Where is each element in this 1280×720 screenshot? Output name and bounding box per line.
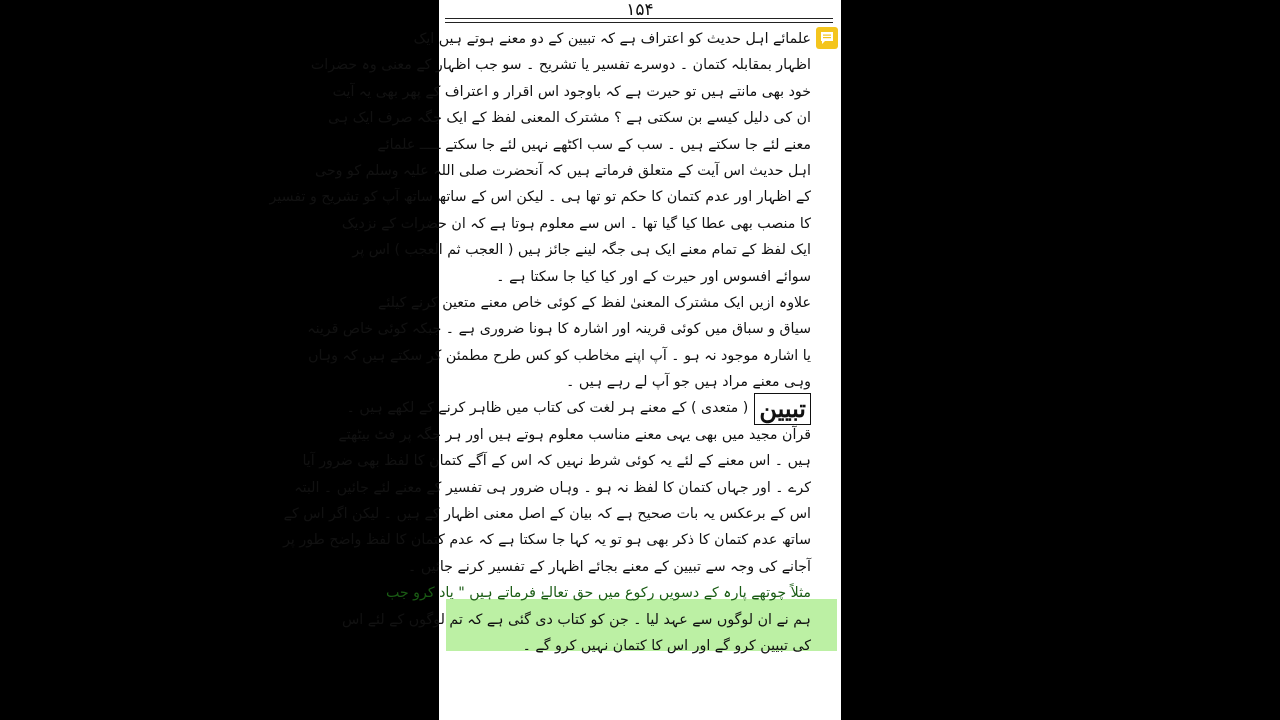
text-line: کی تبیین کرو گے اور اس کا کتمان نہیں کرو گے ۔ <box>522 637 811 654</box>
page-number: ۱۵۴ <box>626 0 654 20</box>
text-line: خود بھی مانتے ہیں تو حیرت ہے کہ باوجود اس اقرار و اعتراف کے پھر بھی یہ آیت <box>332 83 811 100</box>
comment-icon[interactable] <box>816 27 838 49</box>
tabyeen-heading: تبیین <box>754 393 811 425</box>
document-page <box>269 0 841 720</box>
text-line: سوائے افسوس اور حیرت کے اور کیا کیا جا سکتا ہے ۔ <box>496 268 811 285</box>
text-line: قرآن مجید میں بھی یہی معنے مناسب معلوم ہوتے ہیں اور ہر جگہ پر فٹ بیٹھتے <box>338 426 811 443</box>
highlighted-text-line: مثلاً چوتھے پارہ کے دسویں رکوع میں حق تعالےٰ فرماتے ہیں " یاد کرو جب <box>385 585 811 602</box>
text-line: ( متعدی ) کے معنے ہر لغت کی کتاب میں ظاہر کرنے کے لکھے ہیں ۔ <box>346 400 749 417</box>
text-line: کا منصب بھی عطا کیا گیا تھا ۔ اس سے معلوم ہوتا ہے کہ ان حضرات کے نزدیک <box>341 215 811 232</box>
text-line: اظہار بمقابلہ کتمان ۔ دوسرے تفسیر یا تشریح ۔ سو جب اظہار کے معنی وہ حضرات <box>310 57 811 74</box>
text-line: علمائے اہل حدیث کو اعتراف ہے کہ تبیین کے دو معنے ہوتے ہیں ایک <box>413 31 811 47</box>
text-line: یا اشارہ موجود نہ ہو ۔ آپ اپنے مخاطب کو کس طرح مطمئن کر سکتے ہیں کہ وہاں <box>308 347 811 364</box>
text-line: سیاق و سباق میں کوئی قرینہ اور اشارہ کا ہونا ضروری ہے ۔ جبکہ کوئی خاص قرینہ <box>307 321 811 338</box>
text-line: ہم نے ان لوگوں سے عہد لیا ۔ جن کو کتاب دی گئی ہے کہ تم لوگوں کے لئے اس <box>341 611 811 628</box>
text-line: معنے لئے جا سکتے ہیں ۔ سب کے سب اکٹھے نہیں لئے جا سکتے ـــــ علمائے <box>377 136 811 153</box>
text-line: ہیں ۔ اس معنے کے لئے یہ کوئی شرط نہیں کہ اس کے آگے کتمان کا لفظ بھی ضرور آیا <box>302 453 811 470</box>
text-line: اہل حدیث اس آیت کے متعلق فرماتے ہیں کہ آنحضرت صلی اللہ علیہ وسلم کو وحی <box>315 162 811 179</box>
text-line: ان کی دلیل کیسے بن سکتی ہے ؟ مشترک المعنی لفظ کے ایک جگہ صرف ایک ہی <box>328 110 811 127</box>
text-line: علاوہ ازیں ایک مشترک المعنیٰ لفظ کے کوئی خاص معنے متعین کرنے کیلئے <box>378 294 811 311</box>
text-line: کے اظہار اور عدم کتمان کا حکم تو تھا ہی ۔ لیکن اس کے ساتھ ساتھ آپ کو تشریح و تفسیر <box>269 189 811 206</box>
header-rule <box>445 18 833 23</box>
text-line: آجانے کی وجہ سے تبیین کے معنے بجائے اظہار کے تفسیر کرنے جائیں ۔ <box>408 558 811 575</box>
text-line: اس کے برعکس یہ بات صحیح ہے کہ بیان کے اصل معنی اظہار کے ہیں ۔ لیکن اگر اس کے <box>283 506 811 523</box>
tabyeen-heading-line <box>346 393 811 423</box>
text-line: ساتھ عدم کتمان کا ذکر بھی ہو تو یہ کہا جا سکتا ہے کہ عدم کتمان کا لفظ واضح طور پر <box>283 532 811 549</box>
text-line: ایک لفظ کے تمام معنے ایک ہی جگہ لینے جائز ہیں ( العجب ثم العجب ) اس پر <box>352 242 811 259</box>
text-line: کرے ۔ اور جہاں کتمان کا لفظ نہ ہو ۔ وہاں ضرور ہی تفسیر کے معنے لئے جائیں ۔ البتہ <box>294 479 811 496</box>
text-line: وہی معنے مراد ہیں جو آپ لے رہے ہیں ۔ <box>566 374 811 391</box>
urdu-body-text <box>269 26 811 659</box>
